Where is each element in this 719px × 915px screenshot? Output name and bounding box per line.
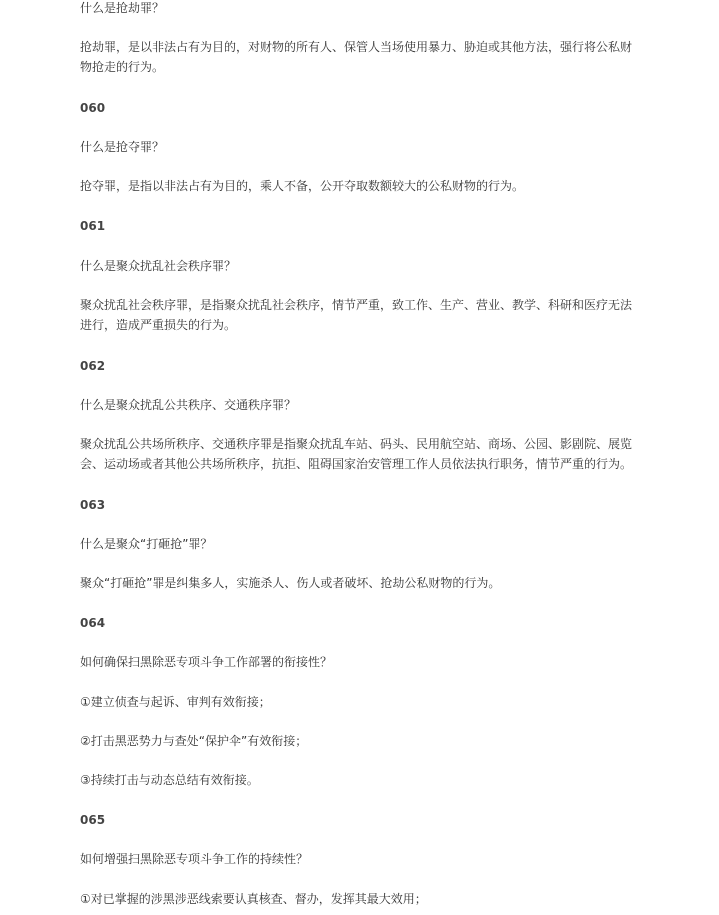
item-number: 061 xyxy=(80,219,106,233)
answer-text: ①建立侦查与起诉、审判有效衔接； xyxy=(80,695,271,709)
item-number: 060 xyxy=(80,101,106,115)
question-text: 如何增强扫黑除恶专项斗争工作的持续性？ xyxy=(80,852,309,866)
question-text: 什么是抢夺罪？ xyxy=(80,140,165,154)
answer-text: 抢夺罪，是指以非法占有为目的，乘人不备，公开夺取数额较大的公私财物的行为。 xyxy=(80,179,525,193)
answer-text: ③持续打击与动态总结有效衔接。 xyxy=(80,773,259,787)
answer-text: 聚众“打砸抢”罪是纠集多人，实施杀人、伤人或者破坏、抢劫公私财物的行为。 xyxy=(80,576,501,590)
answer-text: 抢劫罪，是以非法占有为目的，对财物的所有人、保管人当场使用暴力、胁迫或其他方法，强行将公私财物抢走的行为。 xyxy=(80,40,633,74)
answer-text: ①对已掌握的涉黑涉恶线索要认真核查、督办，发挥其最大效用； xyxy=(80,892,427,906)
answer-text: 聚众扰乱公共场所秩序、交通秩序罪是指聚众扰乱车站、码头、民用航空站、商场、公园、影剧院、展览会、运动场或者其他公共场所秩序，抗拒、阻碍国家治安管理工作人员依法执行职务，情节严重的行为。 xyxy=(80,437,633,471)
answer-text: 聚众扰乱社会秩序罪，是指聚众扰乱社会秩序，情节严重，致工作、生产、营业、教学、科研和医疗无法进行，造成严重损失的行为。 xyxy=(80,298,633,332)
question-text: 如何确保扫黑除恶专项斗争工作部署的衔接性？ xyxy=(80,655,333,669)
answer-text: ②打击黑恶势力与查处“保护伞”有效衔接； xyxy=(80,734,308,748)
question-text: 什么是聚众扰乱社会秩序罪？ xyxy=(80,259,237,273)
question-text: 什么是抢劫罪？ xyxy=(80,1,165,15)
item-number: 062 xyxy=(80,359,106,373)
question-text: 什么是聚众扰乱公共秩序、交通秩序罪？ xyxy=(80,398,297,412)
item-number: 064 xyxy=(80,616,106,630)
item-number: 065 xyxy=(80,813,106,827)
question-text: 什么是聚众“打砸抢”罪？ xyxy=(80,537,213,551)
item-number: 063 xyxy=(80,498,106,512)
